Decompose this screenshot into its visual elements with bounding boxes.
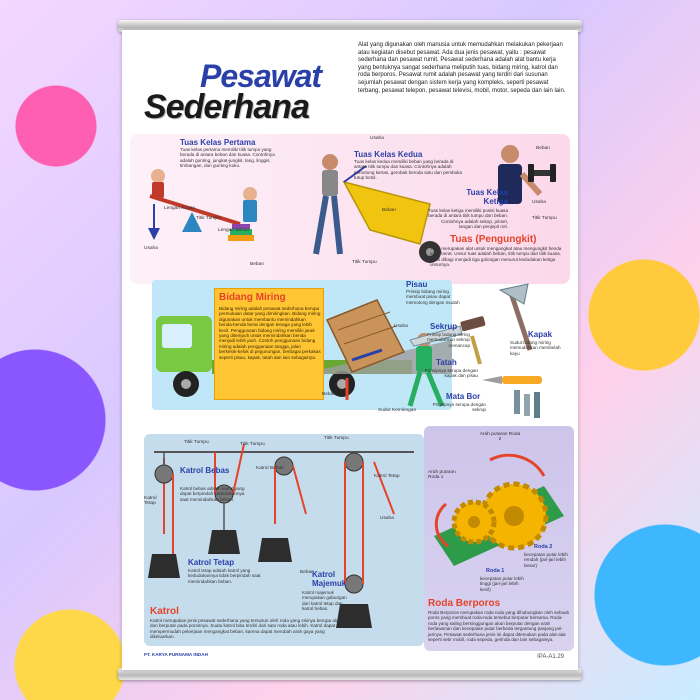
- label-roda1-desc: kecepatan putar lebih tinggi (jari-jari lebih kecil): [480, 576, 524, 592]
- label-usaha-bidang: Usaha: [394, 324, 408, 329]
- label-usaha-1: Usaha: [144, 246, 158, 251]
- sekrup-desc: Prinsip bidang miring memudahkan sekrup menancap: [427, 332, 470, 348]
- katrol-section: [144, 434, 424, 646]
- label-titik-tumpu: Titik Tumpu: [196, 216, 221, 221]
- katrol-desc: Katrol merupakan jenis pesawat sederhana yang tersusun oleh roda yang sisinya berupa alur dan berputar pada porosnya. Suatu katrol bisa terdiri dari satu roda atau lebih. Katrol dapat mempermudah pekerjaan mengangkat beban, karena dapat merubah arah gaya yang dikeluarkan.: [150, 618, 340, 640]
- katrol-label-titik-tumpu-3: Titik Tumpu: [324, 436, 349, 441]
- tuas-kelas1-desc: Tuas kelas pertama memiliki titik tumpu yang berada di antara beban dan kuasa. Contohnya adalah gunting, jungkat-jungkit, tang, linggis, timbangan, dan gunting kuku.: [180, 147, 275, 169]
- label-roda2-desc: kecepatan putar lebih rendah (jari-jari lebih besar): [524, 552, 568, 568]
- katrol-majemuk-title: Katrol Majemuk: [312, 570, 347, 588]
- label-lengan-kuasa: Lengan Kuasa: [164, 206, 195, 211]
- tuas-kelas2-title: Tuas Kelas Kedua: [354, 150, 423, 159]
- tuas-section: [130, 134, 570, 294]
- label-arah-roda2: Arah putaran Roda 2: [479, 432, 521, 442]
- tuas-kelas2-desc: Tuas kelas kedua memiliki beban yang berada di antara titik tumpu dan kuasa. Contohnya adalah pemotong kertas, gerobak beroda satu dan pembuka tutup botol.: [354, 159, 463, 181]
- pisau-desc: Prinsip bidang miring membuat pisau dapat memotong dengan mudah: [406, 289, 460, 305]
- label-sudut-kemiringan: Sudut Kemiringan: [378, 408, 417, 413]
- label-usaha-3: Usaha: [532, 200, 546, 205]
- katrol-title: Katrol: [150, 606, 179, 617]
- poster-title-line2: Sederhana: [144, 88, 309, 126]
- tools-panel: [390, 280, 570, 420]
- roda-berporos-title: Roda Berporos: [428, 598, 501, 609]
- katrol-label-usaha: Usaha: [380, 516, 394, 521]
- label-roda2: Roda 2: [534, 544, 553, 550]
- intro-text: Alat yang digunakan oleh manusia untuk memudahkan melakukan pekerjaan atau kegiatan disebut pesawat. Ada dua jenis pesawat, yaitu : pesawat sederhana dan pesawat rumit. Pesawat sederhana adalah alat bantu kerja yang bentuknya sangat sederhana meliputih tuas, bidang miring, katrol dan roda berporos. Pesawat rumit adalah pesawat yang terdiri dari susunan sejumlah pesawat dengan sistem kerja yang kompleks, seperti pesawat terbang, pesawat telepon, pesawat televisi, mobil, motor, sepeda dan lain lain.: [358, 42, 566, 94]
- label-arah-roda1: Arah putaran Roda 1: [428, 470, 456, 480]
- label-usaha-2: Usaha: [370, 136, 384, 141]
- label-titik-tumpu-2: Titik Tumpu: [352, 260, 377, 265]
- tuas-pengungkit-desc: Tuas merupakan alat untuk mengangkat atau mengungkit benda yang berat. Unsur tuas adalah beban, titik tumpu dan titik kuasa. Tuas dibagi menjadi tiga golongan menurut kedudukan ketiga unsurnya.: [430, 246, 562, 268]
- katrol-tetap-title: Katrol Tetap: [188, 558, 235, 567]
- tatah-desc: Prinsipnya serupa dengan kapak dan pisau: [424, 368, 478, 379]
- label-beban-2: Beban: [382, 208, 396, 213]
- katrol-majemuk-desc: Katrol majemuk merupakan gabungan dari katrol tetap dan katrol bebas.: [302, 590, 347, 612]
- poster-title-line1: Pesawat: [200, 58, 322, 94]
- katrol-bebas-title: Katrol Bebas: [180, 466, 230, 475]
- katrol-label-titik-tumpu-2: Titik Tumpu: [240, 442, 265, 447]
- roda-berporos-section: [424, 426, 574, 651]
- katrol-label-tetap-2: Katrol Tetap: [374, 474, 400, 479]
- mata-bor-desc: Prinsipnya serupa dengan sekrup: [432, 402, 486, 413]
- label-titik-tumpu-3: Titik Tumpu: [532, 216, 557, 221]
- pisau-title: Pisau: [406, 280, 428, 289]
- label-roda1: Roda 1: [486, 568, 505, 574]
- bidang-miring-title: Bidang Miring: [219, 292, 286, 303]
- label-lengan-beban: Lengan Beban: [218, 228, 250, 233]
- katrol-label-tetap-1: Katrol Tetap: [144, 496, 157, 506]
- roda-berporos-desc: Roda Berporos merupakan roda roda yang dihubungkan oleh sebuah poros yang membuat roda-roda tersebut berputar bersama. Roda-roda yang saling bersinggungan akan berputar dengan arah berlawanan dan kecepatan putar berbeda tergantung panjang jari-jarinya. Pesawat sederhana jenis ini dapat ditemukan pada alat-alat seperti setir mobil, roda sepeda, gerinda dan lain sebagainya.: [428, 610, 570, 643]
- label-beban-1: Beban: [250, 262, 264, 267]
- tuas-kelas3-desc: Tuas kelas ketiga memiliki posisi kuasa berada di antara titik tumpu dan beban. Contohnya adalah sekop, pinset, tangan dan penjepit roti.: [428, 208, 508, 230]
- katrol-bebas-desc: Katrol bebas adalah katrol yang dapat berpindah kedudukannya saat memindahkan beban.: [180, 486, 245, 502]
- publisher-logo: PT. KARYA PURNAMA INDAH: [144, 652, 208, 657]
- tuas-kelas3-title: Tuas Kelas Ketiga: [466, 188, 508, 206]
- label-beban-3: Beban: [536, 146, 550, 151]
- mata-bor-title: Mata Bor: [446, 392, 481, 401]
- katrol-tetap-desc: Katrol tetap adalah katrol yang kedudukannya tidak berpindah saat memindahkan beban.: [188, 568, 261, 584]
- bidang-miring-panel: [214, 288, 324, 400]
- katrol-label-beban: Beban: [300, 570, 314, 575]
- sekrup-title: Sekrup: [430, 322, 458, 331]
- katrol-label-bebas: Katrol Bebas: [256, 466, 284, 471]
- kapak-title: Kapak: [528, 330, 553, 339]
- label-beban-bidang: Beban: [322, 392, 336, 397]
- tatah-title: Tatah: [436, 358, 457, 367]
- bidang-miring-desc: Bidang miring adalah pesawat sederhana berupa permukaan datar yang dimiringkan. Bidang miring digunakan untuk membantu memindahkan benda-benda berat dengan tenaga yang lebih kecil. Penggunaan bidang miring memiliki jarak yang ditempuh untuk memindahkan benda menjadi lebih jauh. Contoh penggunaan bidang miring adalah penggunaan tangga, jalan berkelok-kelok di pegunungan, berbagai perkakas seperti pisau, kapak, tatah dan lain sebagainya.: [219, 306, 321, 360]
- katrol-label-titik-tumpu-1: Titik Tumpu: [184, 440, 209, 445]
- poster-code: IPA-A1.29: [537, 654, 564, 660]
- kapak-desc: Sudut bidang miring memudahkan membelah kayu: [510, 340, 561, 356]
- poster: [122, 30, 578, 670]
- tuas-pengungkit-title: Tuas (Pengungkit): [450, 234, 537, 245]
- tuas-kelas1-title: Tuas Kelas Pertama: [180, 138, 256, 147]
